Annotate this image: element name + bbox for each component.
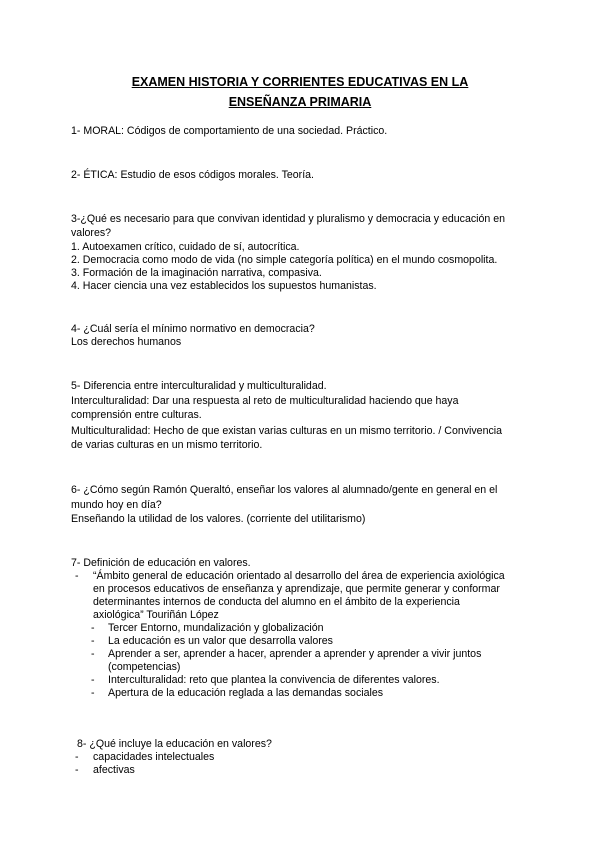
q7-sub-item-3-line-2: (competencias) (108, 661, 181, 673)
q7-quote-line-2: en procesos educativos de enseñanza y aprendizaje, que permite generar y conformar (93, 583, 500, 595)
q5-interculturalidad-line-1: Interculturalidad: Dar una respuesta al reto de multiculturalidad haciendo que haya (71, 395, 459, 407)
q7-sub-item-1: Tercer Entorno, mundalización y globalización (108, 622, 324, 634)
q3-answer-2: 2. Democracia como modo de vida (no simple categoría política) en el mundo cosmopolita. (71, 254, 498, 266)
q5-multiculturalidad-line-1: Multiculturalidad: Hecho de que existan varias culturas en un mismo territorio. / Convivencia (71, 425, 503, 437)
q2-text: 2- ÉTICA: Estudio de esos códigos morales. Teoría. (71, 169, 314, 181)
q5-multiculturalidad-line-2: de varias culturas en un mismo territorio. (71, 439, 263, 451)
q7-sub-item-2: La educación es un valor que desarrolla valores (108, 635, 333, 647)
q3-question-line-2: valores? (71, 227, 112, 239)
q7-quote-line-1: “Ámbito general de educación orientado al desarrollo del área de experiencia axiológica (93, 570, 505, 582)
q6-question-line-1: 6- ¿Cómo según Ramón Queraltó, enseñar los valores al alumnado/gente en general en el (71, 484, 498, 496)
q3-answer-4: 4. Hacer ciencia una vez establecidos los supuestos humanistas. (71, 280, 377, 292)
q3-answer-3: 3. Formación de la imaginación narrativa, compasiva. (71, 267, 322, 279)
q8-question: 8- ¿Qué incluye la educación en valores? (77, 738, 272, 750)
q3-question-line-1: 3-¿Qué es necesario para que convivan identidad y pluralismo y democracia y educación en (71, 213, 505, 225)
q6-answer: Enseñando la utilidad de los valores. (corriente del utilitarismo) (71, 513, 366, 525)
q7-sub-item-5: Apertura de la educación reglada a las demandas sociales (108, 687, 384, 699)
q6-question-line-2: mundo hoy en día? (71, 499, 162, 511)
q8-item-2: afectivas (93, 764, 135, 776)
q1-text: 1- MORAL: Códigos de comportamiento de una sociedad. Práctico. (71, 125, 388, 137)
q7-sub5-dash: - (91, 687, 95, 699)
q7-sub3-dash: - (91, 648, 95, 660)
q7-sub4-dash: - (91, 674, 95, 686)
q7-question: 7- Definición de educación en valores. (71, 557, 251, 569)
q8-item2-dash: - (75, 764, 79, 776)
q4-question: 4- ¿Cuál sería el mínimo normativo en democracia? (71, 323, 315, 335)
q7-sub-item-4: Interculturalidad: reto que plantea la convivencia de diferentes valores. (108, 674, 440, 686)
q5-interculturalidad-line-2: comprensión entre culturas. (71, 409, 202, 421)
q7-quote-line-3: determinantes internos de conducta del alumno en el ámbito de la experiencia (93, 596, 460, 608)
q7-sub-item-3-line-1: Aprender a ser, aprender a hacer, aprender a aprender y aprender a vivir juntos (108, 648, 482, 660)
q8-item-1: capacidades intelectuales (93, 751, 215, 763)
q5-question: 5- Diferencia entre interculturalidad y multiculturalidad. (71, 380, 327, 392)
document-title-line-2: ENSEÑANZA PRIMARIA (228, 95, 372, 109)
q7-sub1-dash: - (91, 622, 95, 634)
document-title-line-1: EXAMEN HISTORIA Y CORRIENTES EDUCATIVAS EN LA (131, 75, 469, 89)
q4-answer: Los derechos humanos (71, 336, 182, 348)
q8-item1-dash: - (75, 751, 79, 763)
q3-answer-1: 1. Autoexamen crítico, cuidado de sí, autocrítica. (71, 241, 300, 253)
q7-sub2-dash: - (91, 635, 95, 647)
q7-quote-line-4: axiológica” Touriñán López (93, 609, 219, 621)
q7-bullet-dash: - (75, 570, 79, 582)
